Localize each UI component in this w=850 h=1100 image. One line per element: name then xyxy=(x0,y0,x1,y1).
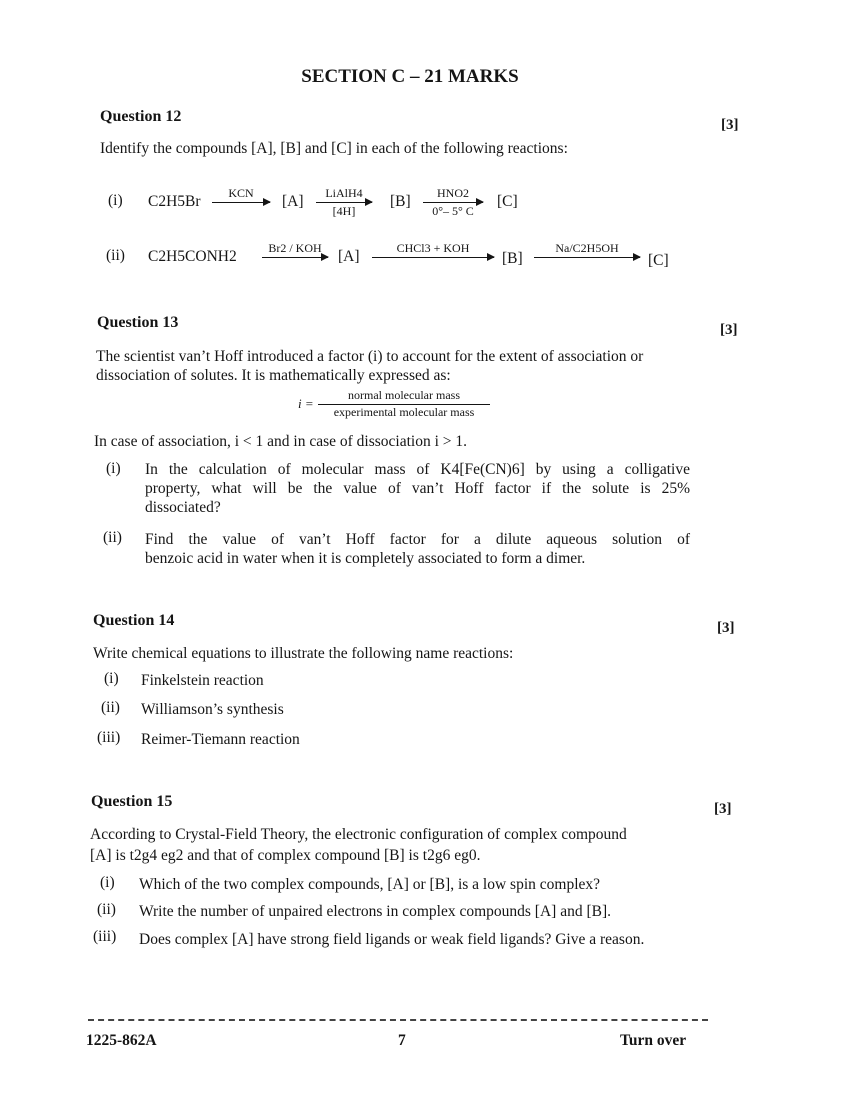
reaction-1-arrow-3 xyxy=(423,187,483,218)
reaction-1-label: (i) xyxy=(108,192,123,209)
footer-turn-over: Turn over xyxy=(620,1032,687,1049)
question-13-part-2-line-1: Find the value of van’t Hoff factor for a dilute aqueous solution of xyxy=(145,531,690,548)
formula-denominator: experimental molecular mass xyxy=(333,405,475,419)
question-15-item-text: Write the number of unpaired electrons in complex compounds [A] and [B]. xyxy=(139,903,611,920)
question-14-intro: Write chemical equations to illustrate the following name reactions: xyxy=(93,645,514,662)
reaction-1-compound-b: [B] xyxy=(390,193,411,210)
question-15-intro-line-2: [A] is t2g4 eg2 and that of complex compound [B] is t2g6 eg0. xyxy=(90,847,481,864)
question-15-intro-line-1: According to Crystal-Field Theory, the electronic configuration of complex compound xyxy=(90,826,627,843)
question-15-heading: Question 15 xyxy=(91,793,173,810)
reaction-2-start: C2H5CONH2 xyxy=(148,248,237,265)
reaction-2-arrow-1-reagent: Br2 / KOH xyxy=(268,241,322,255)
reaction-1-arrow-1 xyxy=(212,187,270,205)
question-12-heading: Question 12 xyxy=(100,108,182,125)
question-12-intro: Identify the compounds [A], [B] and [C] in each of the following reactions: xyxy=(100,140,568,157)
question-15-item-text: Does complex [A] have strong field ligands or weak field ligands? Give a reason. xyxy=(139,931,645,948)
footer-paper-code: 1225-862A xyxy=(86,1032,157,1049)
reaction-2-compound-a: [A] xyxy=(338,248,360,265)
question-15-marks: [3] xyxy=(714,801,732,817)
footer-page-number: 7 xyxy=(398,1032,406,1049)
formula-numerator: normal molecular mass xyxy=(318,388,490,405)
question-13-heading: Question 13 xyxy=(97,314,179,331)
reaction-1-arrow-2-condition: [4H] xyxy=(332,204,356,218)
question-14-item-text: Reimer-Tiemann reaction xyxy=(141,731,300,748)
question-15-item-label: (ii) xyxy=(97,901,116,918)
reaction-2-compound-c: [C] xyxy=(648,252,669,269)
reaction-1-compound-c: [C] xyxy=(497,193,518,210)
question-13-part-1-line-2: property, what will be the value of van’t Hoff factor if the solute is 25% xyxy=(145,480,690,497)
question-14-item-text: Finkelstein reaction xyxy=(141,672,264,689)
reaction-1-arrow-3-reagent: HNO2 xyxy=(437,186,469,200)
reaction-1-arrow-1-reagent: KCN xyxy=(228,186,254,200)
reaction-2-arrow-3 xyxy=(534,242,640,260)
question-13-part-1-label: (i) xyxy=(106,460,121,477)
reaction-2-arrow-2 xyxy=(372,242,494,260)
reaction-1-arrow-2-reagent: LiAlH4 xyxy=(325,186,363,200)
question-13-part-1-line-3: dissociated? xyxy=(145,499,221,516)
reaction-1-arrow-3-condition: 0°– 5° C xyxy=(432,204,474,218)
question-13-part-2-line-2: benzoic acid in water when it is completely associated to form a dimer. xyxy=(145,550,586,567)
question-14-item-text: Williamson’s synthesis xyxy=(141,701,284,718)
formula-fraction xyxy=(318,388,490,420)
question-13-part-2-label: (ii) xyxy=(103,529,122,546)
question-15-item-label: (i) xyxy=(100,874,115,891)
reaction-2-arrow-3-reagent: Na/C2H5OH xyxy=(555,241,619,255)
question-13-marks: [3] xyxy=(720,322,738,338)
question-13-intro-line-2: dissociation of solutes. It is mathematically expressed as: xyxy=(96,367,451,384)
formula-lhs: i = xyxy=(298,396,314,411)
reaction-1-arrow-2 xyxy=(316,187,372,218)
reaction-1-start: C2H5Br xyxy=(148,193,201,210)
question-14-item-label: (ii) xyxy=(101,699,120,716)
question-15-item-text: Which of the two complex compounds, [A] or [B], is a low spin complex? xyxy=(139,876,601,893)
question-15-item-label: (iii) xyxy=(93,928,117,945)
question-12-marks: [3] xyxy=(721,117,739,133)
footer-rule xyxy=(88,1019,708,1021)
question-13-intro-line-1: The scientist van’t Hoff introduced a factor (i) to account for the extent of association or xyxy=(96,348,644,365)
reaction-2-compound-b: [B] xyxy=(502,250,523,267)
question-14-marks: [3] xyxy=(717,620,735,636)
reaction-1-compound-a: [A] xyxy=(282,193,304,210)
question-14-item-label: (iii) xyxy=(97,729,121,746)
reaction-2-arrow-2-reagent: CHCl3 + KOH xyxy=(396,241,470,255)
reaction-2-label: (ii) xyxy=(106,247,125,264)
question-13-part-1-line-1: In the calculation of molecular mass of K4[Fe(CN)6] by using a colligative xyxy=(145,461,690,478)
question-13-condition: In case of association, i < 1 and in case of dissociation i > 1. xyxy=(94,433,468,450)
reaction-2-arrow-1 xyxy=(262,242,328,260)
question-14-heading: Question 14 xyxy=(93,612,175,629)
section-title: SECTION C – 21 MARKS xyxy=(301,66,519,87)
question-14-item-label: (i) xyxy=(104,670,119,687)
